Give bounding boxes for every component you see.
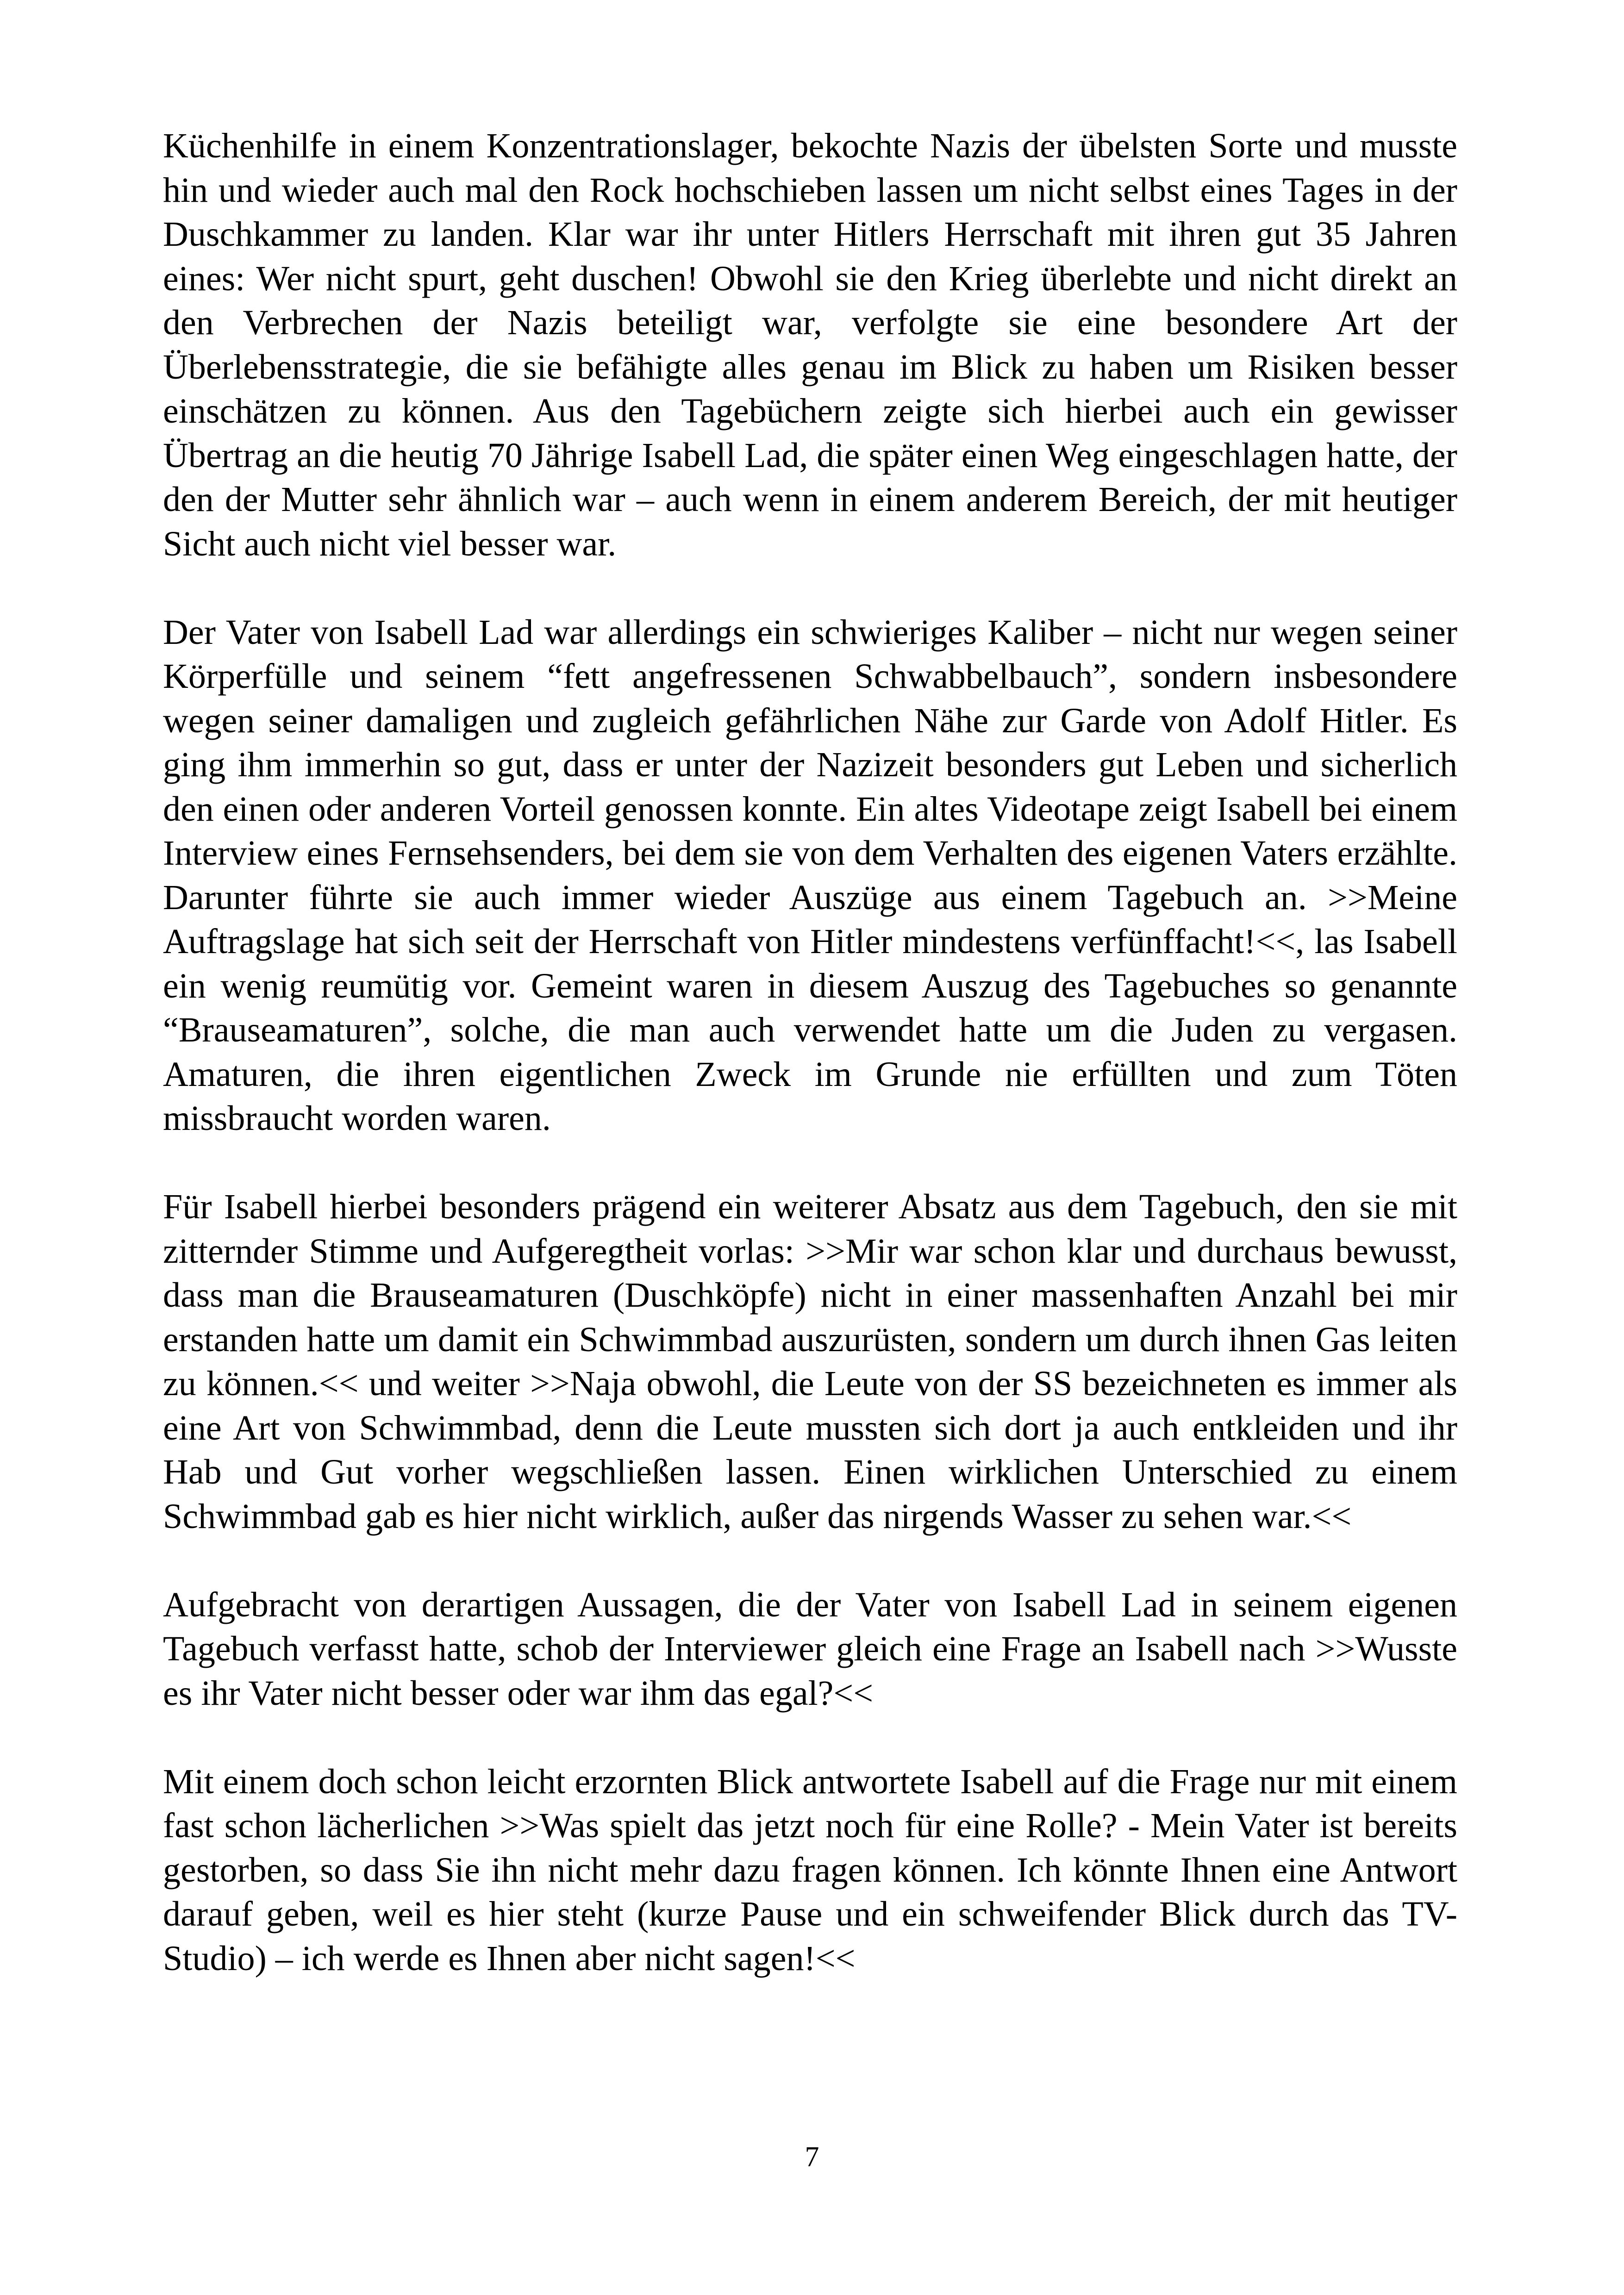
page-number: 7 [805, 2141, 819, 2173]
paragraph-2: Der Vater von Isabell Lad war allerdings ein schwieriges Kaliber – nicht nur wegen seiner Körperfülle und seinem “fett angefressenen Schwabbelbauch”, sondern insbesondere wegen seiner damaligen und zugleich gefährlichen Nähe zur Garde von Adolf Hitler. Es ging ihm immerhin so gut, dass er unter der Nazizeit besonders gut Leben und sicherlich den einen oder anderen Vorteil genossen konnte. Ein altes Videotape zeigt Isabell bei einem Interview eines Fernsehsenders, bei dem sie von dem Verhalten des eigenen Vaters erzählte. Darunter führte sie auch immer wieder Auszüge aus einem Tagebuch an. >>Meine Auftragslage hat sich seit der Herrschaft von Hitler mindestens verfünffacht!<<, las Isabell ein wenig reumütig vor. Gemeint waren in diesem Auszug des Tagebuches so genannte “Brauseamaturen”, solche, die man auch verwendet hatte um die Juden zu vergasen. Amaturen, die ihren eigentlichen Zweck im Grunde nie erfüllten und zum Töten missbraucht worden waren. [163, 612, 1457, 1138]
paragraph-3: Für Isabell hierbei besonders prägend ein weiterer Absatz aus dem Tagebuch, den sie mit zitternder Stimme und Aufgeregtheit vorlas: >>Mir war schon klar und durchaus bewusst, dass man die Brauseamaturen (Duschköpfe) nicht in einer massenhaften Anzahl bei mir erstanden hatte um damit ein Schwimmbad auszurüsten, sondern um durch ihnen Gas leiten zu können.<< und weiter >>Naja obwohl, die Leute von der SS bezeichneten es immer als eine Art von Schwimmbad, denn die Leute mussten sich dort ja auch entkleiden und ihr Hab und Gut vorher wegschließen lassen. Einen wirklichen Unterschied zu einem Schwimmbad gab es hier nicht wirklich, außer das nirgends Wasser zu sehen war.<< [163, 1187, 1457, 1536]
paragraph-5: Mit einem doch schon leicht erzornten Blick antwortete Isabell auf die Frage nur mit einem fast schon lächerlichen >>Was spielt das jetzt noch für eine Rolle? - Mein Vater ist bereits gestorben, so dass Sie ihn nicht mehr dazu fragen können. Ich könnte Ihnen eine Antwort darauf geben, weil es hier steht (kurze Pause und ein schweifender Blick durch das TV-Studio) – ich werde es Ihnen aber nicht sagen!<< [163, 1762, 1457, 1978]
body-text [163, 124, 1457, 1981]
paragraph-1: Küchenhilfe in einem Konzentrationslager, bekochte Nazis der übelsten Sorte und musste hin und wieder auch mal den Rock hochschieben lassen um nicht selbst eines Tages in der Duschkammer zu landen. Klar war ihr unter Hitlers Herrschaft mit ihren gut 35 Jahren eines: Wer nicht spurt, geht duschen! Obwohl sie den Krieg überlebte und nicht direkt an den Verbrechen der Nazis beteiligt war, verfolgte sie eine besondere Art der Überlebensstrategie, die sie befähigte alles genau im Blick zu haben um Risiken besser einschätzen zu können. Aus den Tagebüchern zeigte sich hierbei auch ein gewisser Übertrag an die heutig 70 Jährige Isabell Lad, die später einen Weg eingeschlagen hatte, der den der Mutter sehr ähnlich war – auch wenn in einem anderem Bereich, der mit heutiger Sicht auch nicht viel besser war. [163, 126, 1457, 563]
paragraph-4: Aufgebracht von derartigen Aussagen, die der Vater von Isabell Lad in seinem eigenen Tagebuch verfasst hatte, schob der Interviewer gleich eine Frage an Isabell nach >>Wusste es ihr Vater nicht besser oder war ihm das egal?<< [163, 1585, 1457, 1713]
